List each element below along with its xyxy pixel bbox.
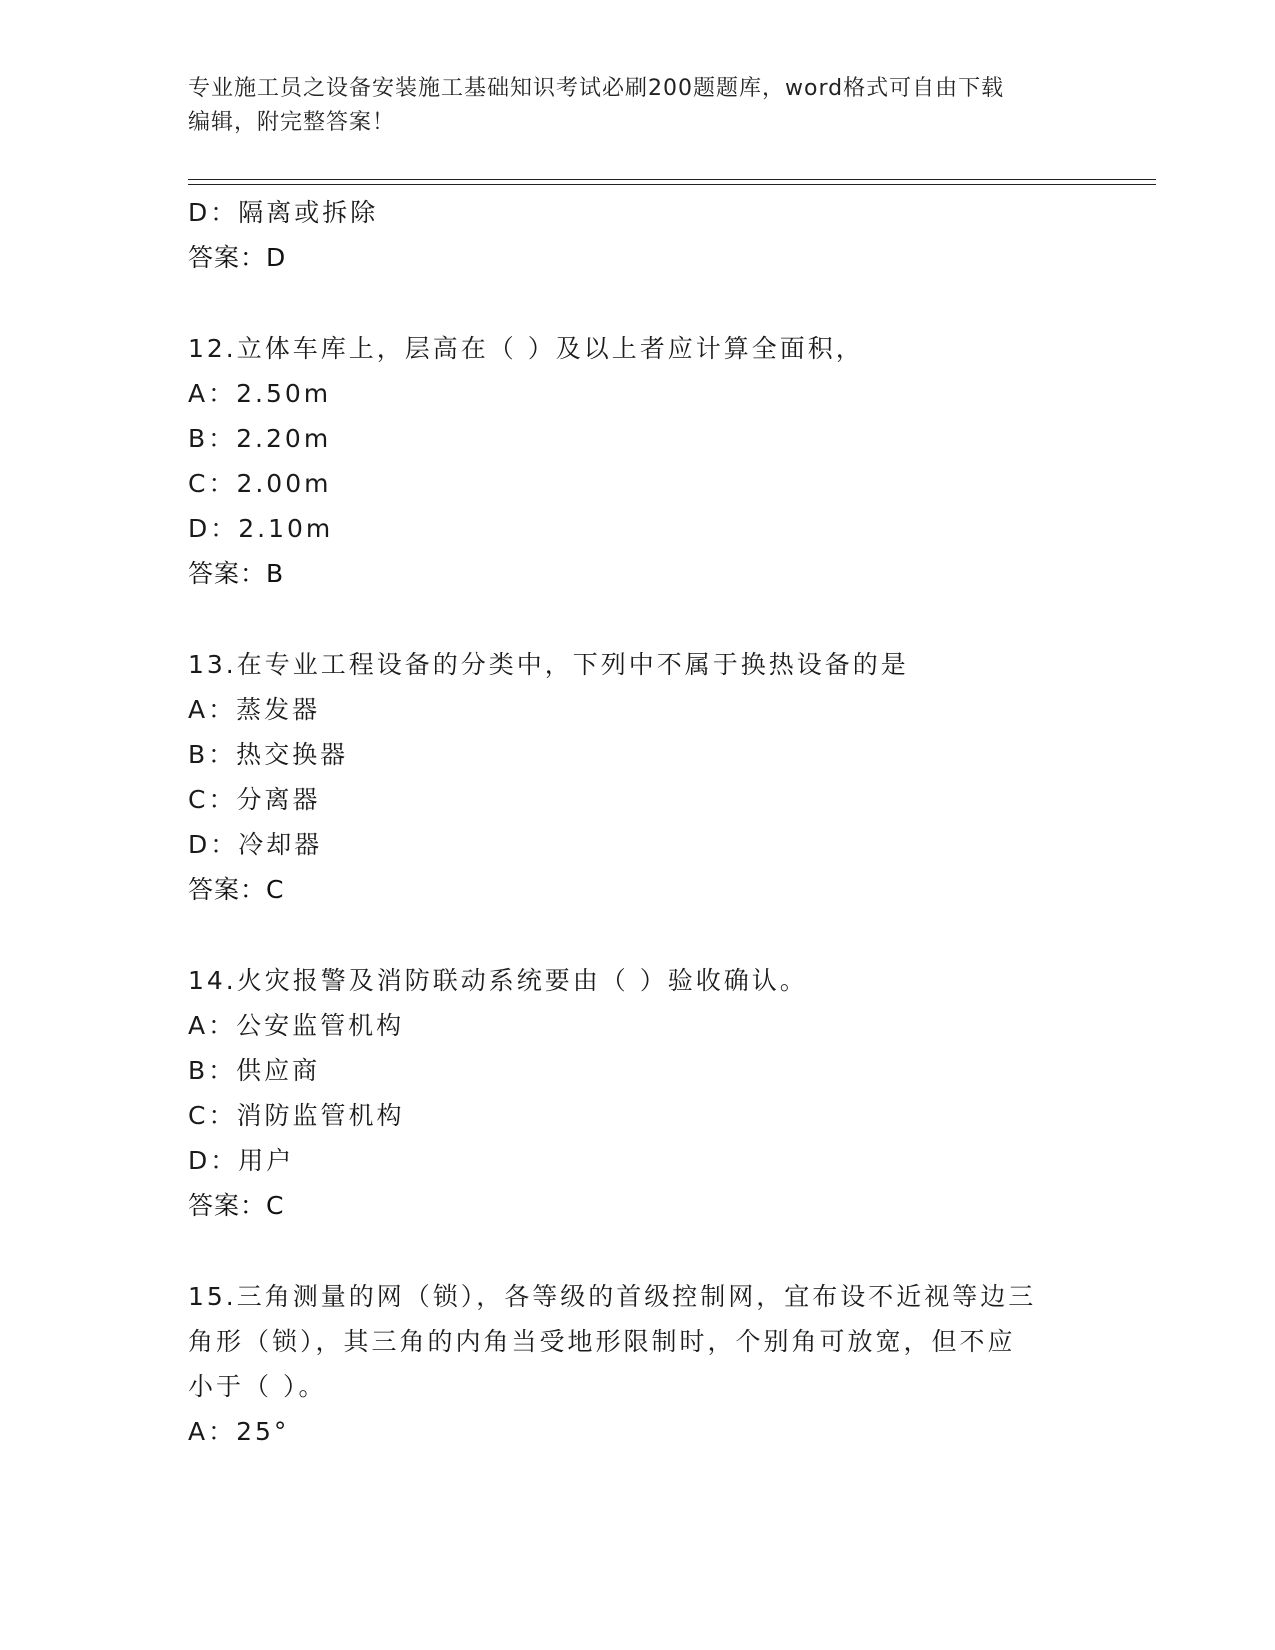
q15-stem-line-2: 角形（锁），其三角的内角当受地形限制时，个别角可放宽，但不应 (188, 1327, 1016, 1356)
q13-option-c: C：分离器 (188, 785, 321, 814)
header-divider-top (188, 179, 1156, 180)
q14-option-a: A：公安监管机构 (188, 1011, 405, 1040)
q12-stem: 12.立体车库上，层高在（ ）及以上者应计算全面积， (188, 334, 864, 363)
q14-answer: 答案：C (188, 1191, 285, 1220)
q12-option-a: A：2.50m (188, 379, 332, 408)
q14-option-d: D：用户 (188, 1146, 295, 1175)
q15-stem-line-1: 15.三角测量的网（锁），各等级的首级控制网，宜布设不近视等边三 (188, 1282, 1037, 1311)
header-title-line-2: 编辑，附完整答案！ (188, 110, 396, 135)
spacer (188, 597, 1088, 642)
q13-option-a: A：蒸发器 (188, 695, 321, 724)
q13-option-d: D：冷却器 (188, 830, 323, 859)
spacer (188, 1229, 1088, 1274)
question-list (188, 190, 1088, 1454)
spacer (188, 913, 1088, 958)
q12-answer: 答案：B (188, 559, 285, 588)
q12-option-b: B：2.20m (188, 424, 332, 453)
q13-stem: 13.在专业工程设备的分类中，下列中不属于换热设备的是 (188, 650, 909, 679)
spacer (188, 281, 1088, 326)
q11-answer: 答案：D (188, 243, 287, 272)
document-header (188, 72, 1088, 140)
header-divider-bottom (188, 184, 1156, 185)
q13-option-b: B：热交换器 (188, 740, 349, 769)
q14-option-c: C：消防监管机构 (188, 1101, 405, 1130)
q12-option-d: D：2.10m (188, 514, 334, 543)
q15-option-a: A：25° (188, 1417, 290, 1446)
q11-option-d: D：隔离或拆除 (188, 198, 379, 227)
q14-option-b: B：供应商 (188, 1056, 321, 1085)
q12-option-c: C：2.00m (188, 469, 332, 498)
header-title-line-1: 专业施工员之设备安装施工基础知识考试必刷200题题库，word格式可自由下载 (188, 76, 1005, 101)
q15-stem-line-3: 小于（ ）。 (188, 1372, 327, 1401)
q14-stem: 14.火灾报警及消防联动系统要由（ ）验收确认。 (188, 966, 808, 995)
q13-answer: 答案：C (188, 875, 285, 904)
